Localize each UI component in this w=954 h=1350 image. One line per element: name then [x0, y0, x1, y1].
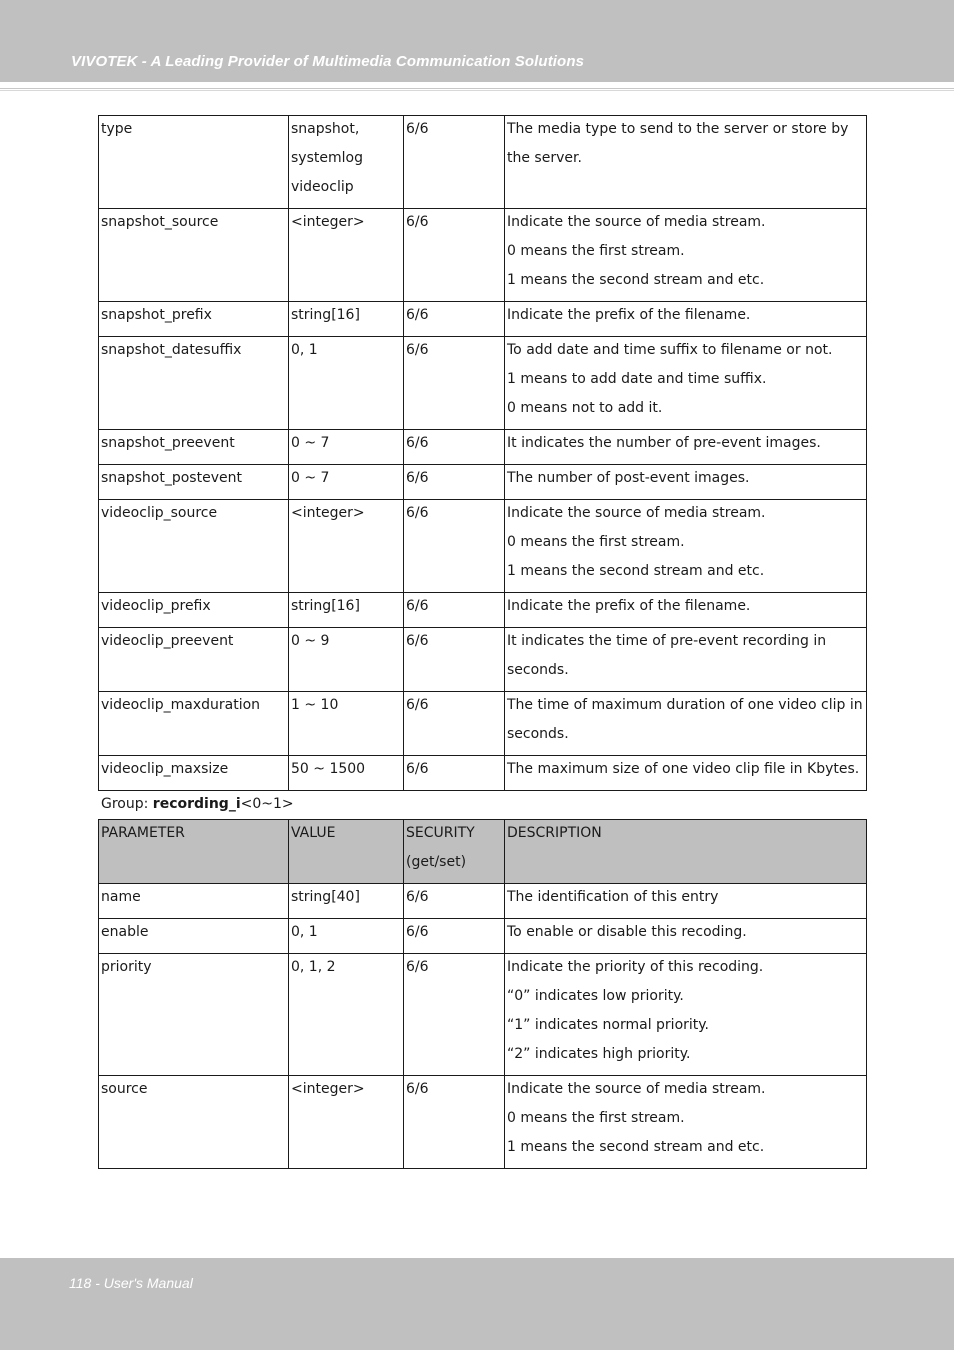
param-cell: snapshot_source [99, 209, 289, 302]
value-cell: string[16] [289, 593, 404, 628]
value-cell: 0 ~ 7 [289, 465, 404, 500]
group-prefix: Group: [101, 796, 153, 812]
table-row [99, 919, 867, 954]
security-cell: 6/6 [404, 430, 505, 465]
description-cell: The identification of this entry [505, 884, 867, 919]
description-cell: It indicates the time of pre-event recording in seconds. [505, 628, 867, 692]
value-cell: <integer> [289, 209, 404, 302]
parameter-table-continued [98, 115, 867, 791]
security-cell: 6/6 [404, 593, 505, 628]
description-cell: The media type to send to the server or store by the server. [505, 116, 867, 209]
param-cell: source [99, 1076, 289, 1169]
value-cell: snapshot, systemlog videoclip [289, 116, 404, 209]
table-row [99, 593, 867, 628]
page-footer [0, 1258, 954, 1350]
security-cell: 6/6 [404, 337, 505, 430]
description-cell: To add date and time suffix to filename or not. 1 means to add date and time suffix. 0 means not to add it. [505, 337, 867, 430]
security-cell: 6/6 [404, 465, 505, 500]
security-cell: 6/6 [404, 756, 505, 791]
value-cell: 0, 1 [289, 919, 404, 954]
security-cell: 6/6 [404, 116, 505, 209]
param-cell: name [99, 884, 289, 919]
table-header-row [99, 820, 867, 884]
param-cell: videoclip_maxduration [99, 692, 289, 756]
value-cell: 0, 1, 2 [289, 954, 404, 1076]
page-number: 118 - User's Manual [69, 1275, 193, 1291]
header-divider-secondary [0, 90, 954, 91]
value-cell: 0 ~ 7 [289, 430, 404, 465]
value-cell: 0, 1 [289, 337, 404, 430]
table-row [99, 1076, 867, 1169]
group-suffix: <0~1> [240, 796, 294, 812]
param-cell: snapshot_datesuffix [99, 337, 289, 430]
security-cell: 6/6 [404, 209, 505, 302]
security-cell: 6/6 [404, 302, 505, 337]
param-cell: videoclip_prefix [99, 593, 289, 628]
security-cell: 6/6 [404, 692, 505, 756]
table-row [99, 465, 867, 500]
table-row [99, 756, 867, 791]
group-name: recording_i [152, 796, 241, 812]
header-title: VIVOTEK - A Leading Provider of Multimedia Communication Solutions [71, 53, 585, 70]
header-description: DESCRIPTION [505, 820, 867, 884]
param-cell: snapshot_prefix [99, 302, 289, 337]
table-row [99, 692, 867, 756]
security-cell: 6/6 [404, 500, 505, 593]
param-cell: priority [99, 954, 289, 1076]
header-parameter: PARAMETER [99, 820, 289, 884]
param-cell: snapshot_postevent [99, 465, 289, 500]
header-value: VALUE [289, 820, 404, 884]
param-cell: enable [99, 919, 289, 954]
table-row [99, 884, 867, 919]
table-row [99, 337, 867, 430]
group-label [101, 796, 294, 812]
description-cell: Indicate the source of media stream. 0 means the first stream. 1 means the second stream and etc. [505, 209, 867, 302]
security-cell: 6/6 [404, 954, 505, 1076]
value-cell: <integer> [289, 500, 404, 593]
security-cell: 6/6 [404, 1076, 505, 1169]
description-cell: The time of maximum duration of one video clip in seconds. [505, 692, 867, 756]
value-cell: string[40] [289, 884, 404, 919]
value-cell: 50 ~ 1500 [289, 756, 404, 791]
param-cell: type [99, 116, 289, 209]
description-cell: To enable or disable this recoding. [505, 919, 867, 954]
value-cell: string[16] [289, 302, 404, 337]
table-row [99, 116, 867, 209]
description-cell: Indicate the prefix of the filename. [505, 593, 867, 628]
description-cell: Indicate the source of media stream. 0 means the first stream. 1 means the second stream and etc. [505, 500, 867, 593]
param-cell: videoclip_preevent [99, 628, 289, 692]
header-divider [0, 88, 954, 89]
description-cell: Indicate the source of media stream. 0 means the first stream. 1 means the second stream and etc. [505, 1076, 867, 1169]
security-cell: 6/6 [404, 628, 505, 692]
description-cell: Indicate the prefix of the filename. [505, 302, 867, 337]
description-cell: It indicates the number of pre-event images. [505, 430, 867, 465]
param-cell: snapshot_preevent [99, 430, 289, 465]
value-cell: 1 ~ 10 [289, 692, 404, 756]
table-row [99, 302, 867, 337]
security-cell: 6/6 [404, 884, 505, 919]
param-cell: videoclip_source [99, 500, 289, 593]
value-cell: <integer> [289, 1076, 404, 1169]
description-cell: Indicate the priority of this recoding. “0” indicates low priority. “1” indicates normal priority. “2” indicates high priority. [505, 954, 867, 1076]
table-row [99, 500, 867, 593]
table-row [99, 954, 867, 1076]
value-cell: 0 ~ 9 [289, 628, 404, 692]
param-cell: videoclip_maxsize [99, 756, 289, 791]
security-cell: 6/6 [404, 919, 505, 954]
table-row [99, 628, 867, 692]
header-security: SECURITY (get/set) [404, 820, 505, 884]
description-cell: The maximum size of one video clip file in Kbytes. [505, 756, 867, 791]
description-cell: The number of post-event images. [505, 465, 867, 500]
recording-parameter-table [98, 819, 867, 1169]
table-row [99, 209, 867, 302]
table-row [99, 430, 867, 465]
